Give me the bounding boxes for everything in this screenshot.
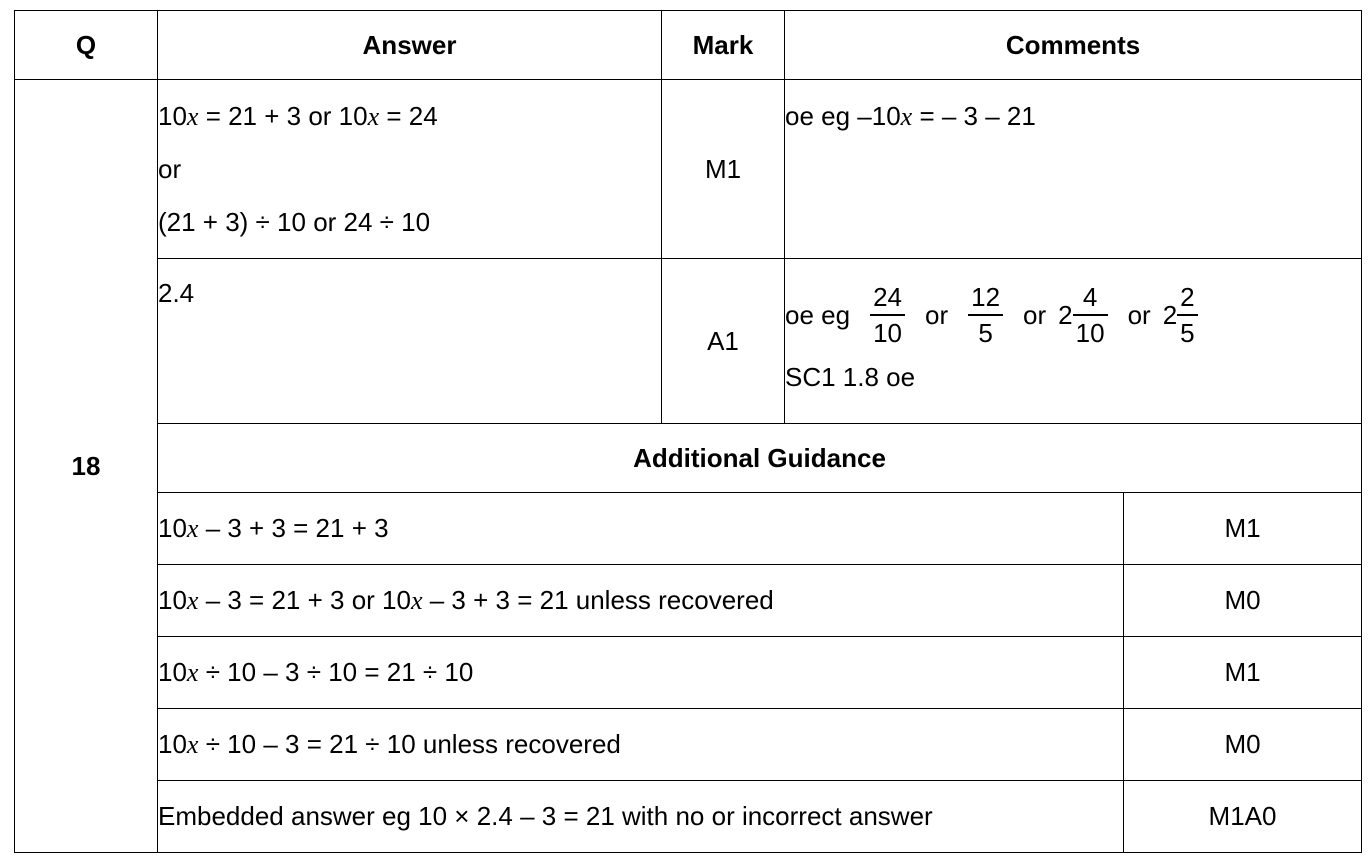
fraction-12-5: $\frac{12}{5}$ (968, 284, 1003, 346)
fraction-2-4-10: $\frac{4}{10}$ (1073, 284, 1108, 346)
special-case-note: SC1 1.8 oe (785, 362, 916, 392)
mark-scheme-table (14, 10, 1362, 853)
answer-cell-2 (158, 259, 662, 424)
guidance-row-3 (15, 637, 1362, 709)
answer-row-1 (15, 80, 1362, 259)
additional-guidance-title: Additional Guidance (158, 424, 1362, 493)
guidance-text-3: 10x ÷ 10 – 3 ÷ 10 = 21 ÷ 10 (158, 637, 1124, 709)
guidance-text-4: 10x ÷ 10 – 3 = 21 ÷ 10 unless recovered (158, 709, 1124, 781)
mark-cell-1: M1 (662, 80, 785, 259)
comment-fractions: oe eg $\frac{24}{10}$ or $\frac{12}{5}$ or 2 $\frac{4}{10}$ or 2 $\frac{2}{5}$ (785, 275, 1361, 355)
guidance-mark-5: M1A0 (1124, 781, 1362, 853)
guidance-text-2: 10x – 3 = 21 + 3 or 10x – 3 + 3 = 21 unless recovered (158, 565, 1124, 637)
guidance-title-row (15, 424, 1362, 493)
question-number: 18 (15, 80, 158, 853)
guidance-mark-2: M0 (1124, 565, 1362, 637)
answer-cell-1 (158, 80, 662, 259)
answer-line-1: 10x = 21 + 3 or 10x = 24 (158, 101, 438, 131)
comment-cell-1 (785, 80, 1362, 259)
comment-cell-2 (785, 259, 1362, 424)
guidance-row-4 (15, 709, 1362, 781)
header-answer: Answer (158, 11, 662, 80)
fraction-2-2-5: $\frac{2}{5}$ (1177, 284, 1197, 346)
guidance-text-5: Embedded answer eg 10 × 2.4 – 3 = 21 with no or incorrect answer (158, 781, 1124, 853)
comment-line-1: oe eg –10x = – 3 – 21 (785, 101, 1036, 131)
answer-row-2 (15, 259, 1362, 424)
guidance-mark-4: M0 (1124, 709, 1362, 781)
guidance-row-5 (15, 781, 1362, 853)
header-comments: Comments (785, 11, 1362, 80)
fraction-24-10: $\frac{24}{10}$ (870, 284, 905, 346)
header-mark: Mark (662, 11, 785, 80)
header-q: Q (15, 11, 158, 80)
mark-cell-2: A1 (662, 259, 785, 424)
answer-line-3: (21 + 3) ÷ 10 or 24 ÷ 10 (158, 207, 431, 237)
guidance-text-1: 10x – 3 + 3 = 21 + 3 (158, 493, 1124, 565)
answer-line-or: or (158, 154, 182, 184)
guidance-row-2 (15, 565, 1362, 637)
guidance-mark-3: M1 (1124, 637, 1362, 709)
header-row (15, 11, 1362, 80)
answer-value: 2.4 (158, 278, 195, 308)
guidance-mark-1: M1 (1124, 493, 1362, 565)
guidance-row-1 (15, 493, 1362, 565)
